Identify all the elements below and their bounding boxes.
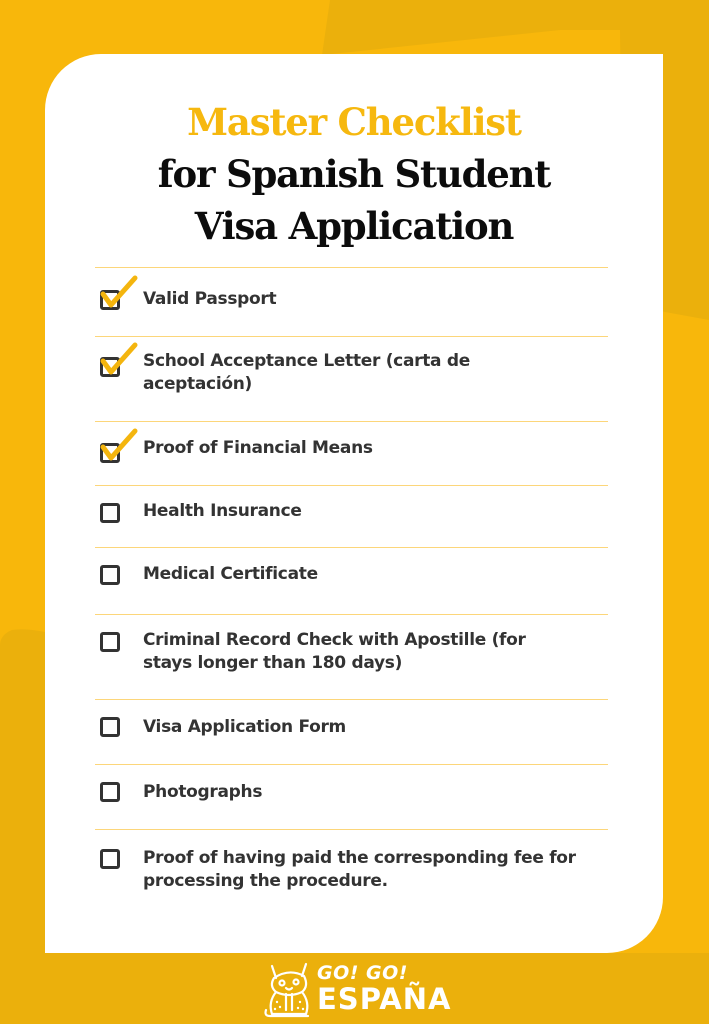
checkbox-unchecked[interactable] xyxy=(100,717,120,737)
item-label: Medical Certificate xyxy=(143,564,318,584)
checklist-card xyxy=(45,54,663,953)
checklist-item[interactable] xyxy=(95,614,608,699)
checklist-item[interactable] xyxy=(95,267,608,336)
item-label: Photographs xyxy=(143,782,263,802)
lynx-mascot-icon xyxy=(262,960,316,1018)
item-label: School Acceptance Letter (carta de aceptación) xyxy=(143,351,470,394)
checkbox-unchecked[interactable] xyxy=(100,565,120,585)
logo-text-top: GO! GO! xyxy=(317,962,408,984)
checklist-item[interactable] xyxy=(95,699,608,764)
go-go-espana-logo xyxy=(262,960,452,1020)
checklist-item[interactable] xyxy=(95,829,608,909)
checklist-item[interactable] xyxy=(95,547,608,614)
checkmark-icon xyxy=(99,272,139,312)
item-label: Proof of having paid the corresponding fee for processing the procedure. xyxy=(143,848,576,891)
checkbox-unchecked[interactable] xyxy=(100,632,120,652)
checkmark-icon xyxy=(99,339,139,379)
title-line-3: Visa Application xyxy=(194,204,514,248)
title-line-2: for Spanish Student xyxy=(157,152,551,196)
checkbox-unchecked[interactable] xyxy=(100,503,120,523)
checklist-item[interactable] xyxy=(95,421,608,485)
checklist-item[interactable] xyxy=(95,336,608,421)
item-label: Valid Passport xyxy=(143,289,277,309)
title-line-1: Master Checklist xyxy=(187,100,521,144)
item-label: Health Insurance xyxy=(143,501,302,521)
item-label: Criminal Record Check with Apostille (for stays longer than 180 days) xyxy=(143,630,526,673)
item-label: Visa Application Form xyxy=(143,717,346,737)
item-label: Proof of Financial Means xyxy=(143,438,373,458)
checklist xyxy=(95,267,608,909)
checkmark-icon xyxy=(99,425,139,465)
checklist-item[interactable] xyxy=(95,485,608,547)
checkbox-unchecked[interactable] xyxy=(100,782,120,802)
page-title xyxy=(45,96,663,252)
logo-text-bottom: ESPAÑA xyxy=(317,982,452,1016)
checklist-item[interactable] xyxy=(95,764,608,829)
checkbox-unchecked[interactable] xyxy=(100,849,120,869)
